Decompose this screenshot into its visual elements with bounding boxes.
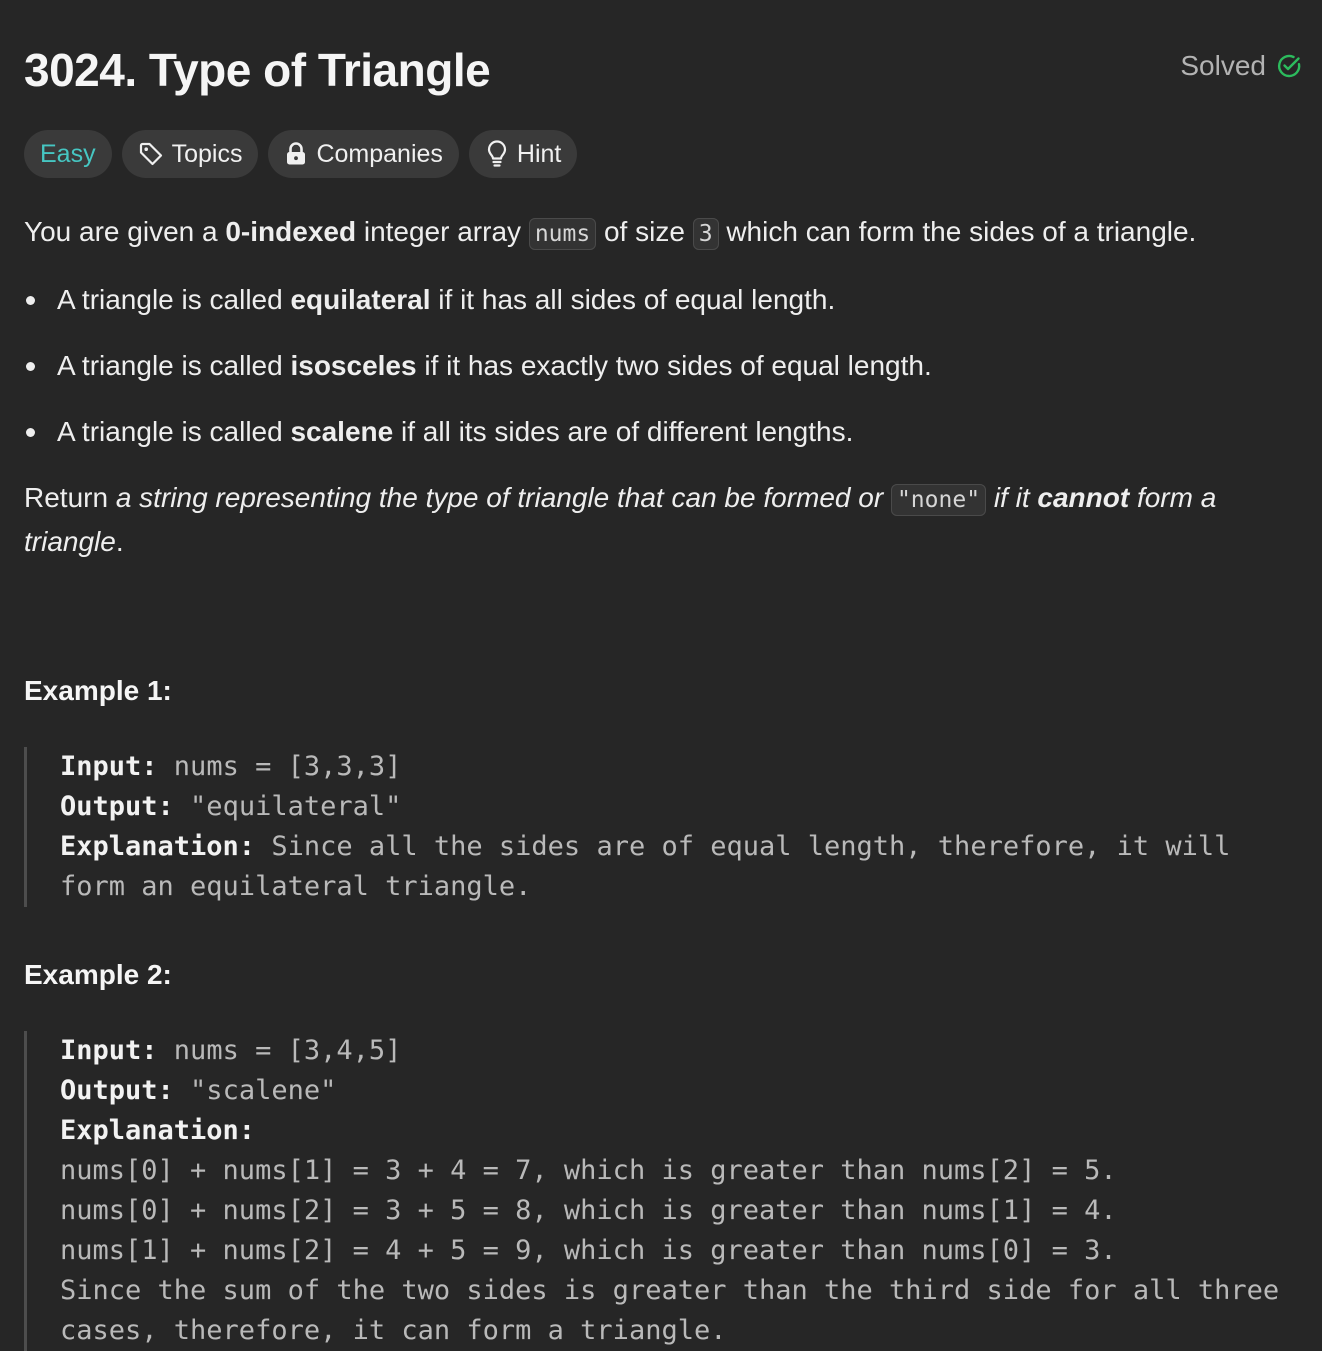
rule-text: A triangle is called <box>57 350 291 381</box>
tag-bar <box>24 130 1298 178</box>
lock-icon <box>284 141 308 167</box>
return-paragraph <box>24 477 1298 563</box>
return-text: . <box>115 526 124 557</box>
inline-code: "none" <box>891 484 986 516</box>
return-bold: cannot <box>1037 482 1130 513</box>
rule-text: if it has exactly two sides of equal length. <box>416 350 932 381</box>
rule-text: if all its sides are of different lengths. <box>393 416 854 447</box>
output-value: "equilateral" <box>173 791 402 822</box>
output-label: Output: <box>60 1075 174 1106</box>
solved-status <box>1180 50 1302 82</box>
intro-text: integer array <box>356 216 529 247</box>
example-2-title: Example 2: <box>24 959 172 990</box>
explanation-label: Explanation: <box>60 1115 256 1146</box>
list-item <box>24 279 1298 321</box>
example-explanation <box>60 1111 1298 1151</box>
input-value: nums = [3,4,5] <box>157 1035 402 1066</box>
companies-label: Companies <box>316 139 443 168</box>
example-output <box>60 787 1298 827</box>
explanation-line: nums[0] + nums[2] = 3 + 5 = 8, which is greater than nums[1] = 4. <box>60 1195 1117 1226</box>
return-emphasis: form a triangle <box>24 482 1217 557</box>
intro-text: which can form the sides of a triangle. <box>718 216 1197 247</box>
list-item <box>24 411 1298 453</box>
intro-text: You are given a <box>24 216 226 247</box>
explanation-label: Explanation: <box>60 831 256 862</box>
rule-text: if it has all sides of equal length. <box>430 284 836 315</box>
rule-term: isosceles <box>290 350 417 381</box>
rule-term: scalene <box>290 416 394 447</box>
explanation-line: nums[0] + nums[1] = 3 + 4 = 7, which is greater than nums[2] = 5. <box>60 1155 1117 1186</box>
inline-code: 3 <box>693 218 719 250</box>
problem-description <box>24 211 1298 563</box>
rules-list <box>24 279 1298 453</box>
rule-term: equilateral <box>290 284 431 315</box>
difficulty-label: Easy <box>40 139 96 168</box>
explanation-line: Since the sum of the two sides is greater than the third side for all three cases, therefore, it can form a triangle. <box>60 1275 1296 1346</box>
intro-text: of size <box>596 216 693 247</box>
inline-code: nums <box>529 218 596 250</box>
check-circle-icon <box>1276 53 1302 79</box>
input-value: nums = [3,3,3] <box>157 751 402 782</box>
example-2-block <box>24 1031 1298 1351</box>
explanation-text: Since all the sides are of equal length, therefore, it will form an equilateral triangle. <box>60 831 1247 902</box>
example-input <box>60 747 1298 787</box>
rule-text: A triangle is called <box>57 284 291 315</box>
tag-icon <box>138 141 164 167</box>
solved-label: Solved <box>1180 50 1266 81</box>
input-label: Input: <box>60 1035 158 1066</box>
list-item <box>24 345 1298 387</box>
output-label: Output: <box>60 791 174 822</box>
problem-title: 3024. Type of Triangle <box>24 44 491 96</box>
explanation-line: nums[1] + nums[2] = 4 + 5 = 9, which is greater than nums[0] = 3. <box>60 1235 1117 1266</box>
difficulty-badge[interactable] <box>24 130 112 178</box>
return-emphasis: a string representing the type of triangle that can be formed or <box>115 482 891 513</box>
intro-bold: 0-indexed <box>225 216 357 247</box>
topics-label: Topics <box>171 139 243 168</box>
example-output <box>60 1071 1298 1111</box>
return-emphasis: if it <box>986 482 1038 513</box>
example-explanation <box>60 827 1298 907</box>
example-input <box>60 1031 1298 1071</box>
input-label: Input: <box>60 751 158 782</box>
topics-button[interactable] <box>122 130 259 178</box>
companies-button[interactable] <box>268 130 458 178</box>
example-1-block <box>24 747 1298 907</box>
problem-header <box>24 0 1298 130</box>
return-text: Return <box>24 482 116 513</box>
lightbulb-icon <box>485 140 509 168</box>
output-value: "scalene" <box>173 1075 337 1106</box>
example-1-title: Example 1: <box>24 675 172 706</box>
hint-label: Hint <box>516 139 562 168</box>
intro-paragraph <box>24 211 1298 255</box>
hint-button[interactable] <box>469 130 577 178</box>
rule-text: A triangle is called <box>57 416 291 447</box>
